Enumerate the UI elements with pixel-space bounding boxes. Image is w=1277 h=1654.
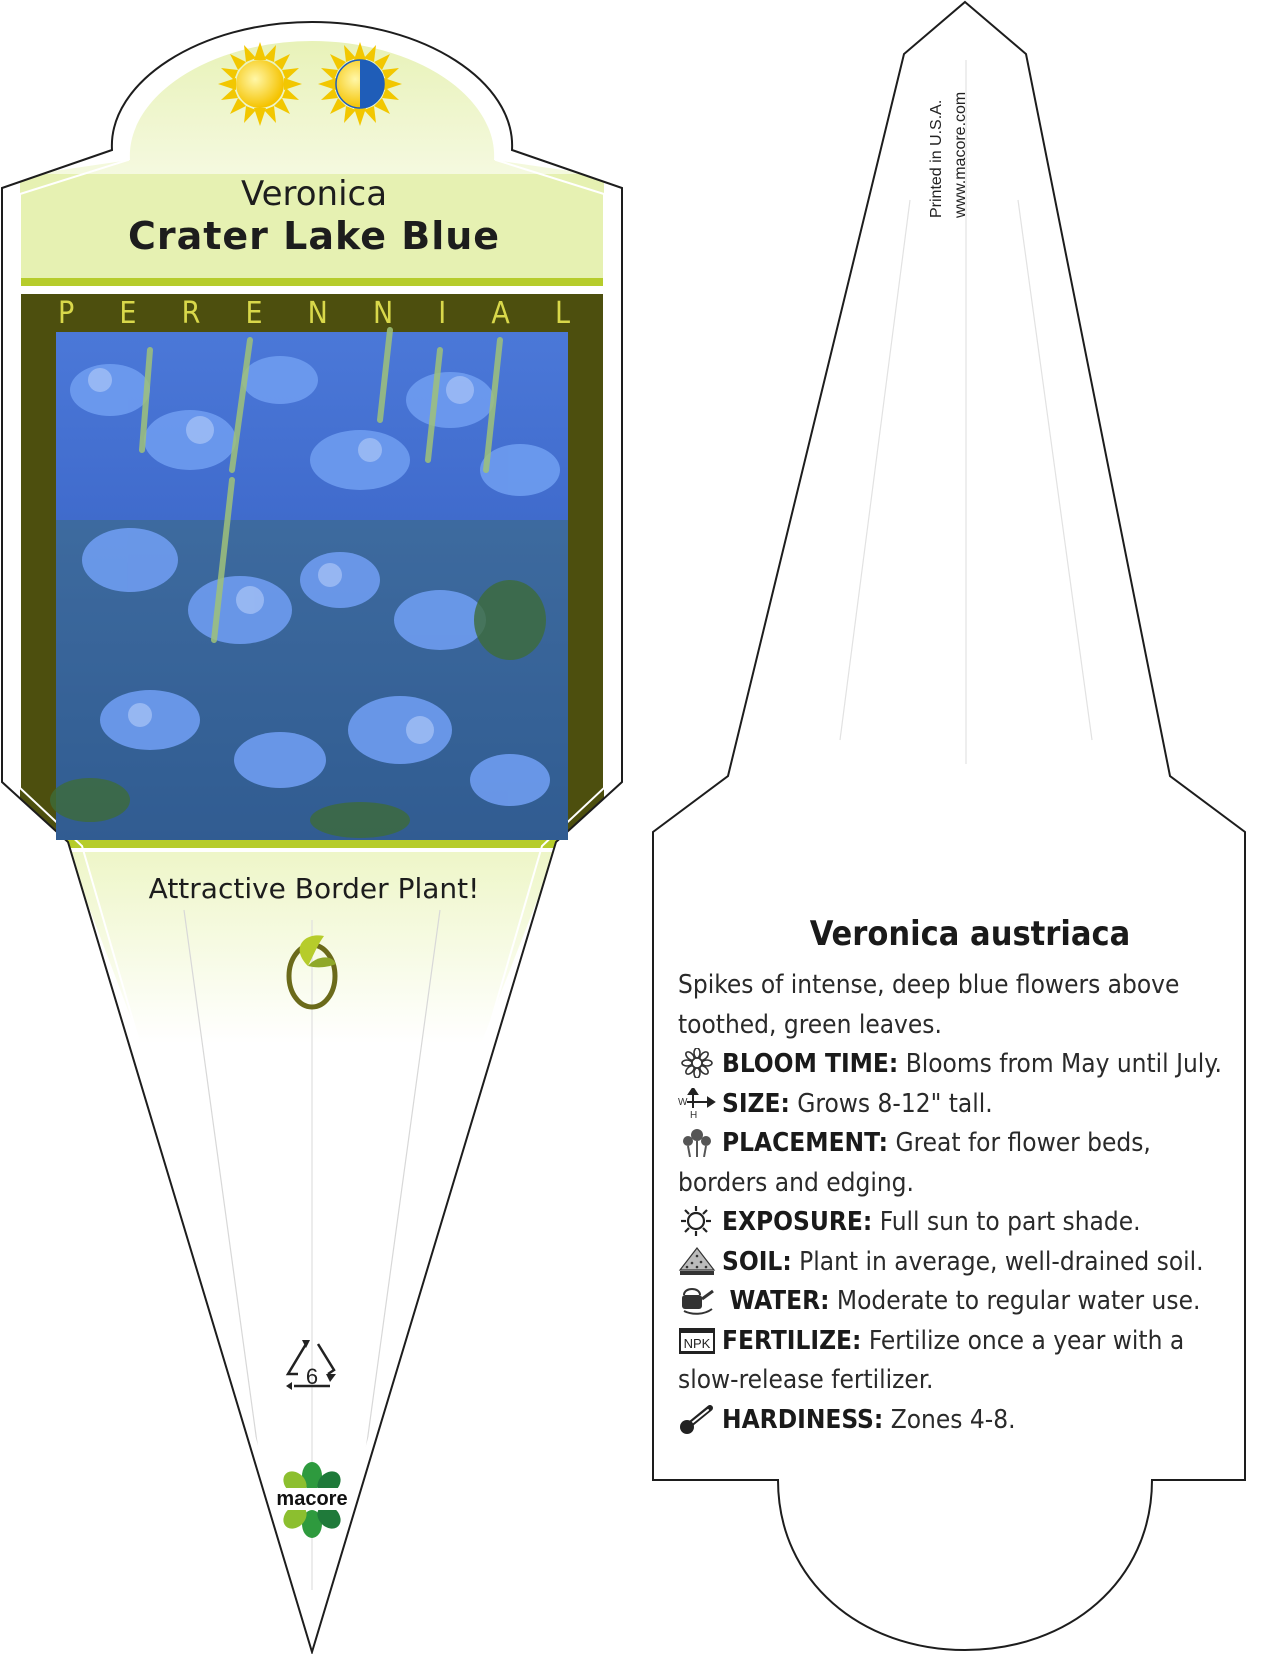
category-letter: L	[554, 296, 570, 331]
care-row-exposure: EXPOSURE: Full sun to part shade.	[678, 1203, 1238, 1243]
svg-text:W: W	[678, 1096, 688, 1108]
brand-name: macore	[276, 1488, 348, 1510]
soil-icon	[678, 1246, 716, 1276]
category-letter: I	[438, 296, 447, 331]
website-line: www.macore.com	[952, 91, 969, 218]
printed-line: Printed in U.S.A.	[928, 99, 945, 218]
tagline: Attractive Border Plant!	[148, 872, 480, 905]
placement-flowers-icon	[678, 1127, 716, 1157]
category-letter: A	[491, 296, 510, 331]
sun-outline-icon	[678, 1206, 716, 1236]
npk-icon	[678, 1325, 716, 1355]
category-letter: N	[372, 296, 394, 331]
care-row-placement: PLACEMENT: Great for flower beds, borders and edging.	[678, 1128, 1151, 1198]
category-letter: E	[119, 296, 137, 331]
thermometer-icon	[678, 1404, 716, 1434]
part-shade-icon	[318, 42, 402, 126]
svg-text:H: H	[690, 1109, 698, 1118]
watering-can-icon	[678, 1285, 716, 1315]
care-row-hardiness: HARDINESS: Zones 4-8.	[678, 1401, 1238, 1441]
cultivar-name: Crater Lake Blue	[127, 214, 501, 258]
care-row-bloom: BLOOM TIME: Blooms from May until July.	[678, 1045, 1238, 1085]
category-letter: N	[307, 296, 328, 331]
svg-text:NPK: NPK	[683, 1335, 711, 1351]
care-row-size: W H SIZE: Grows 8-12" tall.	[678, 1088, 993, 1119]
care-row-water: WATER: Moderate to regular water use.	[678, 1282, 1238, 1322]
category-banner	[58, 296, 570, 331]
flower-photo	[50, 330, 568, 840]
care-row-soil: SOIL: Plant in average, well-drained soil.	[678, 1243, 1238, 1283]
printed-info	[925, 48, 985, 218]
category-letter: P	[58, 296, 75, 331]
care-row-fertilize: NPK FERTILIZE: Fertilize once a year with a slow-release fertilizer.	[678, 1325, 1185, 1395]
description: Spikes of intense, deep blue flowers above toothed, green leaves.	[678, 970, 1180, 1040]
care-info	[678, 966, 1238, 1440]
category-letter: R	[181, 296, 201, 331]
botanical-name: Veronica austriaca	[809, 914, 1131, 954]
recycle-code: 6	[305, 1364, 319, 1389]
common-name: Veronica	[240, 174, 388, 214]
size-arrows-icon	[678, 1088, 716, 1118]
full-sun-icon	[218, 42, 302, 126]
flower-icon	[678, 1048, 716, 1078]
category-letter: E	[245, 296, 263, 331]
